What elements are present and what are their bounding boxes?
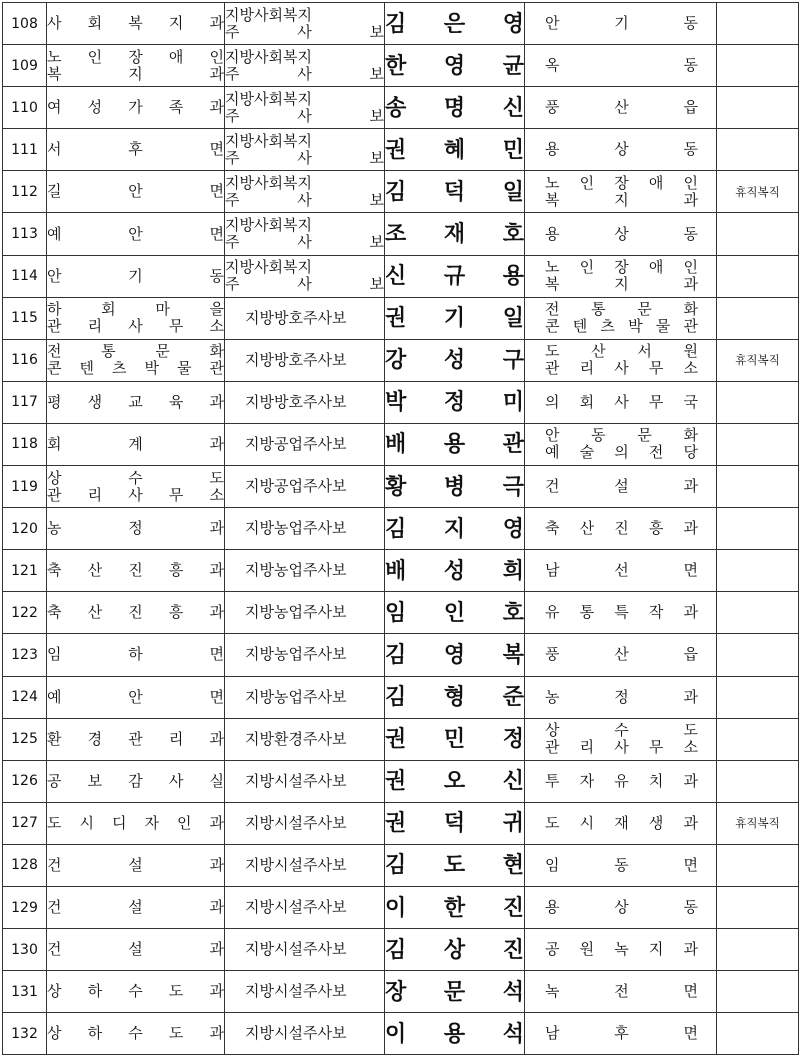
previous-department (47, 171, 225, 213)
new-department (525, 508, 717, 550)
new-department-line: 용 상 동 (545, 898, 698, 917)
job-rank-line: 지방사회복지 (225, 258, 312, 277)
job-rank-line: 지방방호주사보 (245, 350, 347, 369)
employee-name-text: 이 한 진 (385, 894, 524, 921)
previous-department-line: 상 하 수 도 과 (47, 1024, 224, 1043)
employee-name-text: 배 용 관 (385, 431, 524, 458)
job-rank-line: 지방환경주사보 (245, 729, 347, 748)
table-row (3, 129, 799, 171)
remarks (717, 718, 799, 760)
job-rank-line: 지방사회복지 (225, 131, 312, 150)
new-department (525, 1013, 717, 1055)
employee-name-text: 김 도 현 (385, 852, 524, 879)
previous-department-line: 사 회 복 지 과 (47, 14, 224, 33)
table-row (3, 592, 799, 634)
employee-name-text: 김 지 영 (385, 515, 524, 542)
new-department (525, 129, 717, 171)
previous-department-line: 임 하 면 (47, 645, 224, 664)
remarks (717, 423, 799, 465)
row-number: 128 (3, 844, 47, 886)
previous-department (47, 129, 225, 171)
row-number: 119 (3, 466, 47, 508)
employee-name-text: 한 영 균 (385, 52, 524, 79)
new-department (525, 466, 717, 508)
new-department-line: 옥 동 (545, 56, 698, 75)
employee-name-text: 배 성 희 (385, 557, 524, 584)
new-department (525, 971, 717, 1013)
new-department (525, 550, 717, 592)
previous-department-line: 건 설 과 (47, 855, 224, 874)
row-number: 113 (3, 213, 47, 255)
new-department (525, 929, 717, 971)
previous-department-line: 전 통 문 화 (47, 342, 224, 361)
job-rank (225, 45, 385, 87)
remarks (717, 381, 799, 423)
table-row (3, 802, 799, 844)
row-number: 110 (3, 87, 47, 129)
new-department-line: 관 리 사 무 소 (545, 359, 698, 378)
row-number: 112 (3, 171, 47, 213)
remarks (717, 971, 799, 1013)
row-number: 125 (3, 718, 47, 760)
table-row (3, 929, 799, 971)
row-number: 130 (3, 929, 47, 971)
job-rank-line: 주 사 보 (225, 233, 384, 252)
new-department (525, 676, 717, 718)
new-department-line: 안 기 동 (545, 14, 698, 33)
job-rank (225, 971, 385, 1013)
job-rank-line: 지방방호주사보 (245, 308, 347, 327)
job-rank-line: 주 사 보 (225, 190, 384, 209)
previous-department (47, 339, 225, 381)
table-row (3, 718, 799, 760)
row-number: 129 (3, 886, 47, 928)
employee-name (385, 760, 525, 802)
job-rank-line: 지방농업주사보 (245, 561, 347, 580)
employee-name-text: 강 성 구 (385, 347, 524, 374)
remarks (717, 844, 799, 886)
previous-department (47, 676, 225, 718)
new-department (525, 886, 717, 928)
job-rank-line: 지방사회복지 (225, 173, 312, 192)
new-department-line: 유 통 특 작 과 (545, 603, 698, 622)
previous-department (47, 971, 225, 1013)
new-department-line: 남 선 면 (545, 561, 698, 580)
new-department-line: 농 정 과 (545, 687, 698, 706)
table-row (3, 255, 799, 297)
job-rank (225, 466, 385, 508)
remarks (717, 466, 799, 508)
employee-name-text: 권 혜 민 (385, 136, 524, 163)
job-rank-line: 지방사회복지 (225, 89, 312, 108)
new-department-line: 노 인 장 애 인 (545, 173, 698, 192)
job-rank (225, 550, 385, 592)
previous-department-line: 안 기 동 (47, 266, 224, 285)
table-row (3, 381, 799, 423)
job-rank (225, 592, 385, 634)
job-rank (225, 339, 385, 381)
previous-department (47, 3, 225, 45)
new-department-line: 상 수 도 (545, 721, 698, 740)
job-rank-line: 주 사 보 (225, 64, 384, 83)
row-number: 118 (3, 423, 47, 465)
previous-department (47, 802, 225, 844)
row-number: 120 (3, 508, 47, 550)
row-number: 121 (3, 550, 47, 592)
table-row (3, 3, 799, 45)
new-department (525, 802, 717, 844)
row-number: 111 (3, 129, 47, 171)
new-department-line: 안 동 문 화 (545, 426, 698, 445)
new-department-line: 축 산 진 흥 과 (545, 519, 698, 538)
employee-name-text: 이 용 석 (385, 1020, 524, 1047)
new-department (525, 297, 717, 339)
table-row (3, 550, 799, 592)
new-department (525, 213, 717, 255)
employee-name (385, 87, 525, 129)
new-department-line: 용 상 동 (545, 224, 698, 243)
previous-department-line: 노 인 장 애 인 (47, 47, 224, 66)
previous-department-line: 서 후 면 (47, 140, 224, 159)
remarks (717, 1013, 799, 1055)
row-number: 126 (3, 760, 47, 802)
table-row (3, 213, 799, 255)
employee-name (385, 550, 525, 592)
previous-department (47, 213, 225, 255)
employee-name-text: 박 정 미 (385, 389, 524, 416)
job-rank (225, 129, 385, 171)
job-rank (225, 423, 385, 465)
row-number: 108 (3, 3, 47, 45)
employee-name-text: 김 형 준 (385, 684, 524, 711)
job-rank-line: 지방시설주사보 (245, 982, 347, 1001)
previous-department-line: 축 산 진 흥 과 (47, 603, 224, 622)
row-number: 122 (3, 592, 47, 634)
employee-name (385, 297, 525, 339)
new-department (525, 423, 717, 465)
previous-department-line: 공 보 감 사 실 (47, 771, 224, 790)
job-rank-line: 지방농업주사보 (245, 645, 347, 664)
new-department-line: 건 설 과 (545, 477, 698, 496)
row-number: 127 (3, 802, 47, 844)
table-row (3, 87, 799, 129)
employee-name-text: 권 오 신 (385, 768, 524, 795)
job-rank (225, 508, 385, 550)
new-department-line: 복 지 과 (545, 275, 698, 294)
job-rank-line: 지방사회복지 (225, 216, 312, 235)
new-department-line: 관 리 사 무 소 (545, 738, 698, 757)
job-rank-line: 지방시설주사보 (245, 898, 347, 917)
previous-department-line: 축 산 진 흥 과 (47, 561, 224, 580)
previous-department (47, 466, 225, 508)
row-number: 114 (3, 255, 47, 297)
remarks (717, 760, 799, 802)
new-department-line: 임 동 면 (545, 855, 698, 874)
employee-name-text: 장 문 석 (385, 978, 524, 1005)
employee-name-text: 신 규 용 (385, 263, 524, 290)
previous-department-line: 농 정 과 (47, 519, 224, 538)
new-department (525, 45, 717, 87)
employee-name (385, 634, 525, 676)
job-rank (225, 381, 385, 423)
previous-department-line: 하 회 마 을 (47, 300, 224, 319)
new-department (525, 760, 717, 802)
previous-department (47, 255, 225, 297)
employee-name (385, 381, 525, 423)
job-rank-line: 지방시설주사보 (245, 855, 347, 874)
job-rank-line: 지방농업주사보 (245, 687, 347, 706)
remarks (717, 213, 799, 255)
previous-department (47, 1013, 225, 1055)
employee-name (385, 213, 525, 255)
previous-department (47, 45, 225, 87)
employee-name (385, 676, 525, 718)
remarks (717, 634, 799, 676)
previous-department (47, 886, 225, 928)
new-department-line: 전 통 문 화 (545, 300, 698, 319)
job-rank-line: 주 사 보 (225, 148, 384, 167)
job-rank (225, 844, 385, 886)
previous-department (47, 297, 225, 339)
employee-name (385, 466, 525, 508)
personnel-table-body (3, 3, 799, 1055)
new-department (525, 171, 717, 213)
employee-name (385, 844, 525, 886)
job-rank-line: 지방방호주사보 (245, 392, 347, 411)
previous-department-line: 여 성 가 족 과 (47, 98, 224, 117)
remarks (717, 508, 799, 550)
row-number: 117 (3, 381, 47, 423)
personnel-table (2, 2, 799, 1055)
job-rank-line: 지방공업주사보 (245, 477, 347, 496)
job-rank (225, 255, 385, 297)
new-department-line: 남 후 면 (545, 1024, 698, 1043)
new-department-line: 투 자 유 치 과 (545, 771, 698, 790)
row-number: 132 (3, 1013, 47, 1055)
new-department-line: 도 산 서 원 (545, 342, 698, 361)
previous-department-line: 관 리 사 무 소 (47, 485, 224, 504)
remarks (717, 676, 799, 718)
previous-department (47, 929, 225, 971)
employee-name (385, 592, 525, 634)
previous-department-line: 상 하 수 도 과 (47, 982, 224, 1001)
job-rank-line: 지방공업주사보 (245, 434, 347, 453)
remarks (717, 45, 799, 87)
previous-department-line: 평 생 교 육 과 (47, 392, 224, 411)
new-department-line: 노 인 장 애 인 (545, 258, 698, 277)
job-rank (225, 886, 385, 928)
employee-name-text: 김 은 영 (385, 10, 524, 37)
employee-name-text: 권 민 정 (385, 726, 524, 753)
employee-name (385, 929, 525, 971)
table-row (3, 634, 799, 676)
job-rank (225, 718, 385, 760)
job-rank-line: 지방시설주사보 (245, 771, 347, 790)
employee-name-text: 권 기 일 (385, 305, 524, 332)
employee-name-text: 조 재 호 (385, 221, 524, 248)
employee-name-text: 김 영 복 (385, 641, 524, 668)
job-rank-line: 지방시설주사보 (245, 813, 347, 832)
employee-name-text: 김 덕 일 (385, 178, 524, 205)
previous-department-line: 길 안 면 (47, 182, 224, 201)
new-department (525, 718, 717, 760)
employee-name-text: 송 명 신 (385, 94, 524, 121)
employee-name-text: 임 인 호 (385, 599, 524, 626)
job-rank-line: 지방시설주사보 (245, 1024, 347, 1043)
employee-name (385, 171, 525, 213)
new-department-line: 풍 산 읍 (545, 645, 698, 664)
employee-name (385, 255, 525, 297)
table-row (3, 297, 799, 339)
employee-name (385, 45, 525, 87)
employee-name-text: 황 병 극 (385, 473, 524, 500)
row-number: 131 (3, 971, 47, 1013)
new-department-line: 의 회 사 무 국 (545, 392, 698, 411)
job-rank-line: 주 사 보 (225, 22, 384, 41)
employee-name (385, 423, 525, 465)
previous-department (47, 381, 225, 423)
remarks (717, 129, 799, 171)
employee-name-text: 김 상 진 (385, 936, 524, 963)
previous-department-line: 건 설 과 (47, 898, 224, 917)
job-rank (225, 1013, 385, 1055)
employee-name (385, 886, 525, 928)
employee-name (385, 129, 525, 171)
new-department-line: 콘 텐 츠 박 물 관 (545, 317, 698, 336)
previous-department-line: 회 계 과 (47, 434, 224, 453)
job-rank (225, 171, 385, 213)
previous-department-line: 예 안 면 (47, 687, 224, 706)
remarks (717, 592, 799, 634)
table-row (3, 339, 799, 381)
table-row (3, 971, 799, 1013)
job-rank (225, 213, 385, 255)
previous-department-line: 상 수 도 (47, 468, 224, 487)
previous-department (47, 760, 225, 802)
remarks (717, 550, 799, 592)
job-rank (225, 802, 385, 844)
previous-department (47, 844, 225, 886)
remarks: 휴직복직 (717, 802, 799, 844)
employee-name (385, 971, 525, 1013)
new-department (525, 87, 717, 129)
job-rank (225, 634, 385, 676)
remarks: 휴직복직 (717, 171, 799, 213)
table-row (3, 676, 799, 718)
row-number: 124 (3, 676, 47, 718)
job-rank-line: 지방사회복지 (225, 5, 312, 24)
previous-department-line: 콘 텐 츠 박 물 관 (47, 359, 224, 378)
new-department (525, 844, 717, 886)
new-department (525, 592, 717, 634)
employee-name (385, 1013, 525, 1055)
new-department-line: 공 원 녹 지 과 (545, 940, 698, 959)
employee-name (385, 339, 525, 381)
new-department-line: 복 지 과 (545, 190, 698, 209)
previous-department (47, 550, 225, 592)
previous-department (47, 87, 225, 129)
table-row (3, 508, 799, 550)
table-row (3, 1013, 799, 1055)
previous-department (47, 718, 225, 760)
previous-department-line: 도 시 디 자 인 과 (47, 813, 224, 832)
job-rank-line: 지방농업주사보 (245, 519, 347, 538)
previous-department-line: 건 설 과 (47, 940, 224, 959)
table-row (3, 886, 799, 928)
previous-department (47, 634, 225, 676)
job-rank-line: 주 사 보 (225, 106, 384, 125)
job-rank (225, 929, 385, 971)
row-number: 123 (3, 634, 47, 676)
employee-name-text: 권 덕 귀 (385, 810, 524, 837)
row-number: 109 (3, 45, 47, 87)
row-number: 116 (3, 339, 47, 381)
new-department-line: 예 술 의 전 당 (545, 443, 698, 462)
job-rank (225, 297, 385, 339)
previous-department (47, 508, 225, 550)
remarks (717, 929, 799, 971)
new-department-line: 도 시 재 생 과 (545, 813, 698, 832)
employee-name (385, 802, 525, 844)
table-row (3, 760, 799, 802)
job-rank-line: 주 사 보 (225, 275, 384, 294)
new-department-line: 용 상 동 (545, 140, 698, 159)
previous-department-line: 관 리 사 무 소 (47, 317, 224, 336)
remarks (717, 3, 799, 45)
job-rank-line: 지방사회복지 (225, 47, 312, 66)
previous-department-line: 예 안 면 (47, 224, 224, 243)
new-department (525, 339, 717, 381)
remarks: 휴직복직 (717, 339, 799, 381)
job-rank-line: 지방시설주사보 (245, 940, 347, 959)
job-rank (225, 676, 385, 718)
remarks (717, 87, 799, 129)
previous-department (47, 423, 225, 465)
remarks (717, 297, 799, 339)
previous-department (47, 592, 225, 634)
table-row (3, 45, 799, 87)
new-department (525, 634, 717, 676)
previous-department-line: 환 경 관 리 과 (47, 729, 224, 748)
remarks (717, 886, 799, 928)
job-rank-line: 지방농업주사보 (245, 603, 347, 622)
job-rank (225, 3, 385, 45)
table-row (3, 844, 799, 886)
new-department (525, 381, 717, 423)
row-number: 115 (3, 297, 47, 339)
new-department-line: 녹 전 면 (545, 982, 698, 1001)
new-department-line: 풍 산 읍 (545, 98, 698, 117)
employee-name (385, 3, 525, 45)
previous-department-line: 복 지 과 (47, 64, 224, 83)
new-department (525, 3, 717, 45)
table-row (3, 466, 799, 508)
job-rank (225, 760, 385, 802)
employee-name (385, 718, 525, 760)
employee-name (385, 508, 525, 550)
job-rank (225, 87, 385, 129)
table-row (3, 171, 799, 213)
remarks (717, 255, 799, 297)
new-department (525, 255, 717, 297)
table-row (3, 423, 799, 465)
